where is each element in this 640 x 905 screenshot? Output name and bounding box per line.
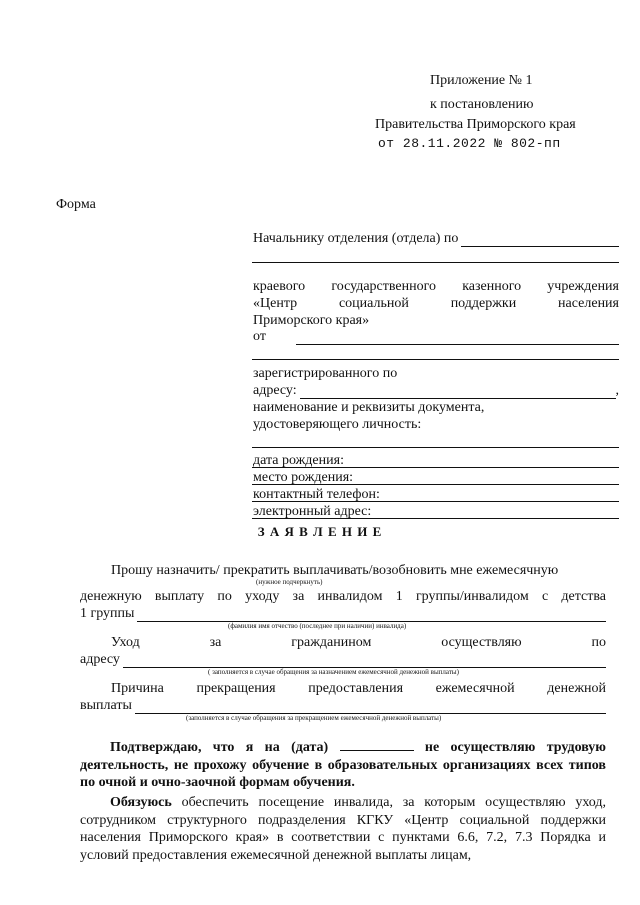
reason-line: Причина прекращения предоставления ежемесячной денежной [111,681,606,696]
care-line: Уход за гражданином осуществляю по [111,635,606,650]
confirmation-text-1: Подтверждаю, что я на (дата) [110,740,329,755]
underline-hint: (нужное подчеркнуть) [256,578,323,586]
payment-label: выплаты [80,698,132,713]
registered-label: зарегистрированного по [253,366,398,381]
confirmation-paragraph [80,738,606,792]
reason-hint: (заполняется в случае обращения за прекращением ежемесячной денежной выплаты) [186,714,442,722]
reason-payment-line [80,697,606,714]
head-of-department-label: Начальнику отделения (отдела) по [253,231,459,246]
address-label: адресу: [253,383,297,398]
termination-reason-field[interactable] [135,699,606,714]
address-comma: , [615,383,619,398]
birth-place-field[interactable] [252,484,619,485]
institution-line-1: краевого государственного казенного учреждения [253,279,619,294]
request-line: Прошу назначить/ прекратить выплачивать/возобновить мне ежемесячную [111,563,559,578]
fio-hint: (фамилия имя отчество (последнее при наличии) инвалида) [228,622,407,630]
commitment-paragraph [80,794,606,864]
care-address-field[interactable] [123,653,606,668]
address-line [253,382,619,399]
disabled-person-name-field[interactable] [137,607,606,622]
appendix-number: Приложение № 1 [430,73,533,88]
confirmation-date-field[interactable] [340,738,414,751]
address-field[interactable] [300,384,616,399]
birth-place-label: место рождения: [253,470,354,485]
department-field[interactable] [461,232,619,247]
institution-line-2: «Центр социальной поддержки населения [253,296,619,311]
head-of-department-line [253,230,619,247]
department-continuation-field[interactable] [252,262,619,263]
email-field[interactable] [252,518,619,519]
document-title: З А Я В Л Е Н И Е [257,524,383,539]
form-label: Форма [56,197,96,212]
disabled-person-line [80,605,606,622]
identity-document-field[interactable] [252,447,619,448]
confirmation-text-2: не осуществляю трудовую деятельность, не прохожу обучение в образовательных организациях всех типов по очной и очно-заочной формам обучения. [80,740,607,790]
care-address-hint: ( заполняется в случае обращения за назначением ежемесячной денежной выплаты) [208,668,459,676]
from-line [253,328,619,345]
identity-document-label: наименование и реквизиты документа, [253,400,485,415]
identity-document-label-2: удостоверяющего личность: [253,417,422,432]
commitment-bold: Обязуюсь [110,795,172,810]
care-address-label: адресу [80,652,120,667]
resolution-reference: к постановлению [430,97,534,112]
commitment-text: обеспечить посещение инвалида, за которым осуществляю уход, сотрудником структурного подразделения КГКУ «Центр социальной поддержки населения Приморского края» в соответствии с пунктами 6.6, 7.2, 7.3 Порядка и условий предоставления ежемесячной денежной выплаты лицам, [80,795,607,863]
resolution-date-number: от 28.11.2022 № 802-пп [378,136,561,151]
birth-date-field[interactable] [252,467,619,468]
care-address-line [80,651,606,668]
group-label: 1 группы [80,606,135,621]
applicant-name-field[interactable] [296,330,619,345]
payment-line: денежную выплату по уходу за инвалидом 1 группы/инвалидом с детства [80,589,606,604]
government-name: Правительства Приморского края [375,117,576,132]
phone-label: контактный телефон: [253,487,380,502]
applicant-name-continuation-field[interactable] [252,359,619,360]
email-label: электронный адрес: [253,504,372,519]
from-label: от [253,329,266,344]
birth-date-label: дата рождения: [253,453,344,468]
institution-line-3: Приморского края» [253,313,370,328]
phone-field[interactable] [252,501,619,502]
